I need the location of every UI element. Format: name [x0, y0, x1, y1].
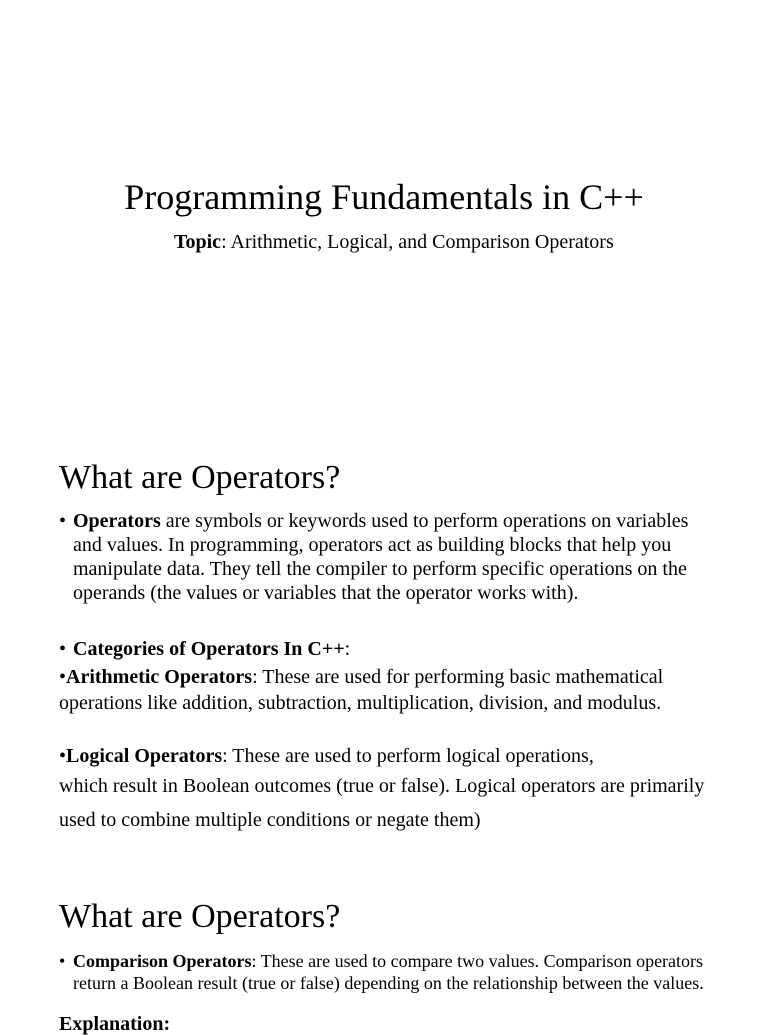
topic-label: Topic — [174, 231, 222, 253]
bullet-text — [59, 509, 719, 605]
topic-text: : Arithmetic, Logical, and Comparison Operators — [221, 231, 614, 253]
arithmetic-paragraph — [59, 664, 719, 716]
bullet-operators — [59, 509, 719, 605]
bullet-bold: Categories of Operators In C++ — [73, 638, 345, 660]
bullet-marker: • — [59, 638, 67, 660]
bullet-bold: Comparison Operators — [73, 951, 252, 971]
comparison-slide — [0, 864, 768, 1035]
bullet-body: : — [344, 638, 351, 660]
slide-heading: What are Operators? — [59, 459, 341, 496]
bullet-bold: Operators — [73, 510, 161, 532]
logical-bold: Logical Operators — [66, 745, 223, 767]
bullet-marker: • — [59, 510, 67, 532]
bullet-marker: • — [59, 951, 66, 971]
bullet-categories — [59, 637, 719, 661]
bullet-text — [59, 637, 719, 661]
document-title: Programming Fundamentals in C++ — [124, 177, 644, 217]
logical-text: : These are used to perform logical operations, — [222, 745, 594, 767]
bullet-comparison — [59, 950, 719, 994]
arithmetic-bold: Arithmetic Operators — [66, 666, 253, 688]
bullet-body: are symbols or keywords used to perform operations on variables and values. In programming, operators act as building blocks that help you manipulate data. They tell the compiler to perform specific operations on the operands (the values or variables that the operator works with). — [73, 510, 689, 604]
explanation-label: Explanation: — [59, 1013, 171, 1035]
logical-paragraph — [59, 743, 719, 837]
bullet-marker: • — [59, 666, 67, 688]
title-slide — [0, 0, 768, 432]
operators-slide — [0, 432, 768, 864]
bullet-body: : These are used to compare two values. Comparison operators return a Boolean result (true or false) depending on the relationship between the values. — [73, 951, 704, 993]
slide-heading: What are Operators? — [59, 898, 341, 935]
bullet-marker: • — [59, 745, 67, 767]
logical-text-continued: which result in Boolean outcomes (true or false). Logical operators are primarily used to combine multiple conditions or negate them) — [59, 775, 705, 831]
bullet-text — [59, 950, 719, 994]
arithmetic-text: : These are used for performing basic mathematical operations like addition, subtraction, multiplication, division, and modulus. — [59, 666, 664, 714]
topic-subtitle — [174, 229, 614, 255]
